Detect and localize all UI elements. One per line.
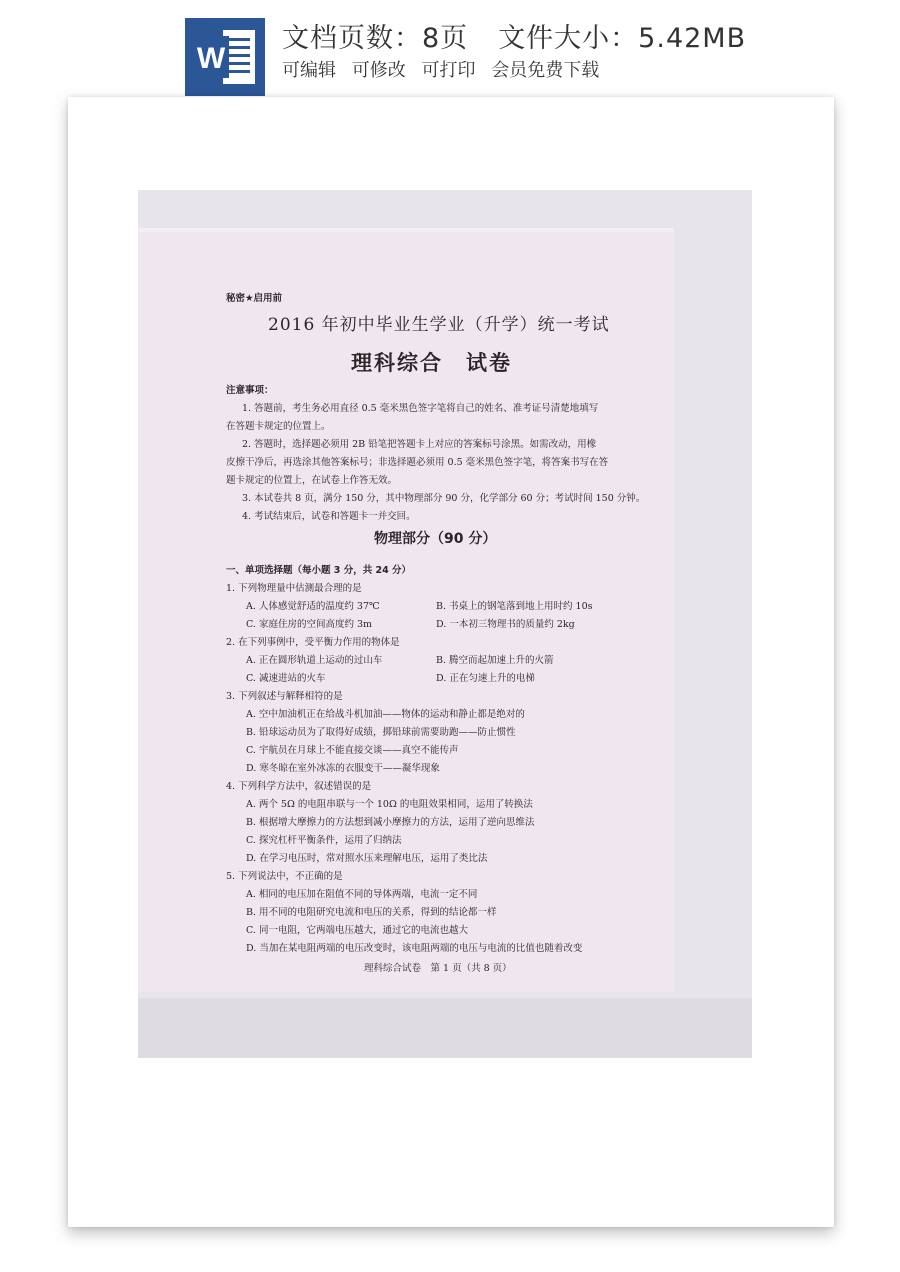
feature-list — [282, 56, 609, 82]
notice-line: 3. 本试卷共 8 页，满分 150 分，其中物理部分 90 分，化学部分 60 分；考试时间 150 分钟。 — [242, 493, 646, 504]
question-stem: 3. 下列叙述与解释相符的是 — [226, 691, 343, 702]
question-option: C. 同一电阻，它两端电压越大，通过它的电流也越大 — [246, 925, 468, 936]
question-option: D. 在学习电压时，常对照水压来理解电压，运用了类比法 — [246, 853, 488, 864]
question-option: B. 根据增大摩擦力的方法想到减小摩擦力的方法，运用了逆向思维法 — [246, 817, 535, 828]
scan-background — [138, 998, 752, 1058]
section-title: 物理部分（90 分） — [374, 531, 497, 547]
question-option: A. 空中加油机正在给战斗机加油——物体的运动和静止都是绝对的 — [246, 709, 525, 720]
question-stem: 4. 下列科学方法中，叙述错误的是 — [226, 781, 372, 792]
exam-subject-title: 理科综合 试卷 — [351, 351, 512, 375]
question-option: B. 用不同的电阻研究电流和电压的关系，得到的结论都一样 — [246, 907, 497, 918]
scanned-page-image — [138, 190, 752, 1058]
question-stem: 5. 下列说法中，不正确的是 — [226, 871, 343, 882]
feature-modifiable: 可修改 — [351, 60, 406, 81]
question-option: B. 铅球运动员为了取得好成绩，掷铅球前需要助跑——防止惯性 — [246, 727, 516, 738]
notice-line: 题卡规定的位置上，在试卷上作答无效。 — [226, 475, 398, 486]
question-option: C. 探究杠杆平衡条件，运用了归纳法 — [246, 835, 402, 846]
exam-title: 2016 年初中毕业生学业（升学）统一考试 — [268, 315, 610, 335]
question-option: D. 正在匀速上升的电梯 — [436, 673, 535, 684]
question-option: D. 当加在某电阻两端的电压改变时，该电阻两端的电压与电流的比值也随着改变 — [246, 943, 583, 954]
question-option: C. 宇航员在月球上不能直接交谈——真空不能传声 — [246, 745, 459, 756]
question-option: C. 减速进站的火车 — [246, 673, 326, 684]
question-option: C. 家庭住房的空间高度约 3m — [246, 619, 373, 630]
question-option: B. 腾空而起加速上升的火箭 — [436, 655, 554, 666]
question-option: A. 两个 5Ω 的电阻串联与一个 10Ω 的电阻效果相同，运用了转换法 — [246, 799, 533, 810]
page-footer: 理科综合试卷 第 1 页（共 8 页） — [364, 963, 512, 974]
word-document-icon — [185, 18, 265, 96]
notice-line: 在答题卡规定的位置上。 — [226, 421, 331, 432]
question-option: B. 书桌上的钢笔落到地上用时约 10s — [436, 601, 593, 612]
question-stem: 1. 下列物理量中估测最合理的是 — [226, 583, 362, 594]
file-size-label: 文件大小：5.42MB — [498, 23, 747, 54]
notice-line: 1. 答题前，考生务必用直径 0.5 毫米黑色签字笔将自己的姓名、准考证号清楚地填写 — [242, 403, 599, 414]
question-option: A. 人体感觉舒适的温度约 37℃ — [246, 601, 380, 612]
page-count-label: 文档页数：8页 — [282, 23, 469, 54]
confidential-mark: 秘密★启用前 — [226, 293, 283, 304]
question-option: D. 寒冬晾在室外冰冻的衣服变干——凝华现象 — [246, 763, 440, 774]
document-info-header — [0, 0, 900, 100]
question-stem: 2. 在下列事例中，受平衡力作用的物体是 — [226, 637, 400, 648]
document-stats — [282, 16, 776, 55]
feature-member-download: 会员免费下载 — [491, 60, 600, 81]
notice-heading: 注意事项： — [226, 385, 274, 396]
notice-line: 皮擦干净后，再选涂其他答案标号；非选择题必须用 0.5 毫米黑色签字笔，将答案书写在答 — [226, 457, 609, 468]
question-option: A. 相同的电压加在阻值不同的导体两端，电流一定不同 — [246, 889, 478, 900]
exam-paper — [138, 232, 674, 992]
notice-line: 2. 答题时，选择题必须用 2B 铅笔把答题卡上对应的答案标号涂黑。如需改动，用橡 — [242, 439, 597, 450]
feature-printable: 可打印 — [421, 60, 476, 81]
word-icon-letter: W — [196, 42, 226, 75]
question-option: D. 一本初三物理书的质量约 2kg — [436, 619, 575, 630]
part-heading: 一、单项选择题（每小题 3 分，共 24 分） — [226, 565, 412, 576]
notice-line: 4. 考试结束后，试卷和答题卡一并交回。 — [242, 511, 416, 522]
feature-editable: 可编辑 — [282, 60, 336, 81]
question-option: A. 正在圆形轨道上运动的过山车 — [246, 655, 383, 666]
